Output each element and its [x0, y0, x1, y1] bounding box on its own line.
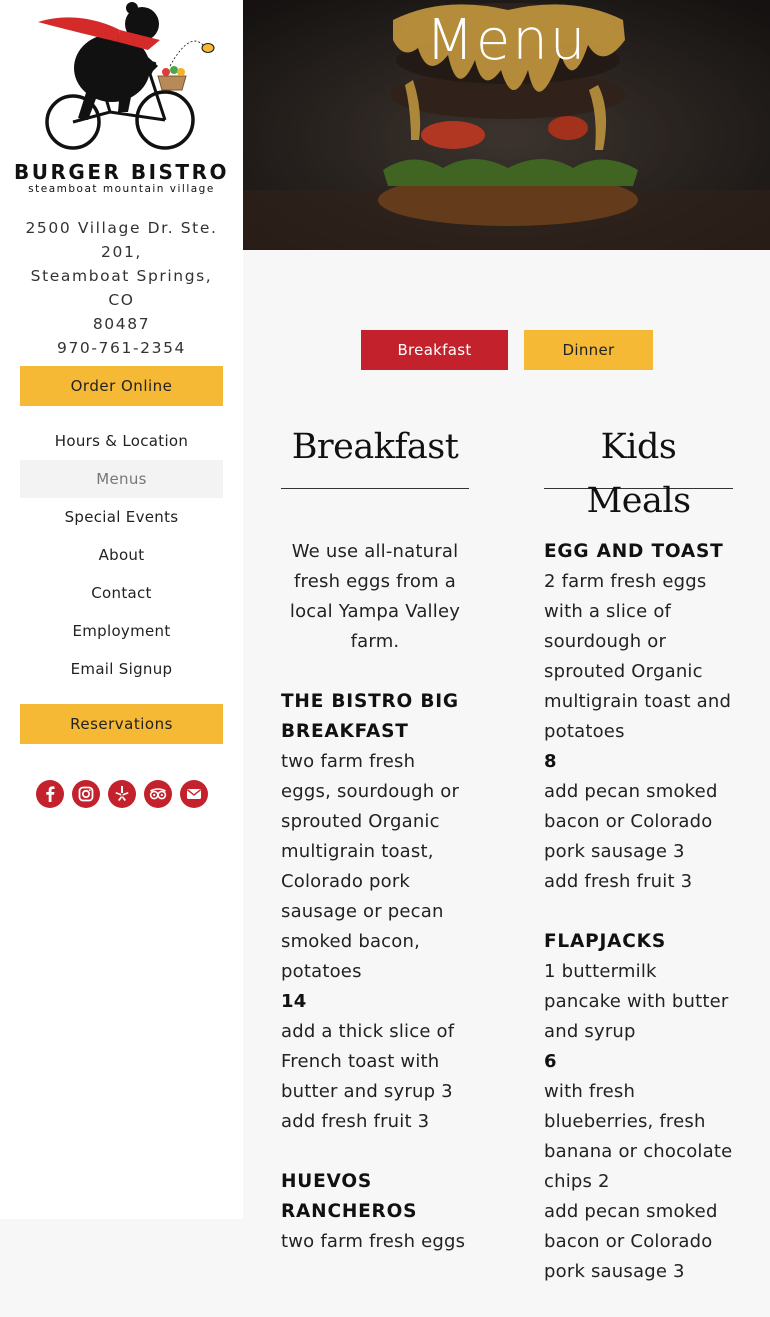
address-line: Steamboat Springs, CO: [30, 267, 213, 309]
menu-item-description: 1 buttermilk pancake with butter and syrup: [544, 961, 729, 1042]
brand-name: BURGER BISTRO: [14, 160, 229, 184]
menu-item-addon: with fresh blueberries, fresh banana or chocolate chips 2: [544, 1081, 733, 1192]
menu-item: [281, 1167, 469, 1257]
menu-item-description: 2 farm fresh eggs with a slice of sourdough or sprouted Organic multigrain toast and potatoes: [544, 571, 732, 742]
facebook-icon[interactable]: [36, 780, 64, 808]
section-title: Breakfast: [291, 427, 459, 467]
phone-number[interactable]: 970-761-2354: [56, 339, 186, 357]
address-line: 80487: [92, 315, 151, 333]
yelp-icon[interactable]: [108, 780, 136, 808]
nav-item-contact[interactable]: Contact: [91, 584, 152, 602]
instagram-icon[interactable]: [72, 780, 100, 808]
address-block: [20, 216, 223, 360]
nav-item-hours-location[interactable]: Hours & Location: [54, 432, 189, 450]
tab-breakfast[interactable]: Breakfast: [361, 330, 508, 370]
menu-item-name: HUEVOS RANCHEROS: [281, 1171, 418, 1222]
tab-dinner[interactable]: Dinner: [524, 330, 653, 370]
menu-item-name: EGG AND TOAST: [544, 541, 724, 562]
breakfast-menu-section: [281, 420, 469, 1287]
menu-item-name: FLAPJACKS: [544, 931, 666, 952]
menu-item: [281, 687, 469, 1137]
menu-item-price: 14: [281, 991, 307, 1012]
address-line: 201,: [101, 243, 142, 261]
section-title: Kids Meals: [586, 427, 691, 521]
sidebar-nav: [20, 422, 223, 688]
menu-item-description: two farm fresh eggs: [281, 1231, 466, 1252]
page-title: Menu: [425, 8, 588, 73]
menu-item-addon: add fresh fruit 3: [281, 1111, 430, 1132]
sidebar: [0, 0, 243, 1219]
nav-item-special-events[interactable]: Special Events: [64, 508, 179, 526]
kids-menu-section: [544, 420, 733, 1317]
menu-item-addon: add pecan smoked bacon or Colorado pork sausage 3: [544, 781, 718, 862]
menu-item-price: 6: [544, 1051, 557, 1072]
reservations-button[interactable]: Reservations: [20, 704, 223, 744]
menu-item: [544, 927, 733, 1287]
menu-item-description: two farm fresh eggs, sourdough or sprouted Organic multigrain toast, Colorado pork sausage or pecan smoked bacon, potatoes: [281, 751, 460, 982]
brand-tagline: steamboat mountain village: [28, 183, 215, 195]
divider: [281, 488, 469, 489]
tripadvisor-icon[interactable]: [144, 780, 172, 808]
nav-item-email-signup[interactable]: Email Signup: [70, 660, 173, 678]
address-line: 2500 Village Dr. Ste.: [25, 219, 218, 237]
section-intro: We use all-natural fresh eggs from a local Yampa Valley farm.: [289, 541, 461, 652]
nav-item-about[interactable]: About: [98, 546, 145, 564]
menu-item-addon: add pecan smoked bacon or Colorado pork sausage 3: [544, 1201, 718, 1282]
social-links: [36, 780, 216, 810]
hero-banner: [243, 0, 770, 250]
nav-item-menus[interactable]: Menus: [20, 460, 223, 498]
email-icon[interactable]: [180, 780, 208, 808]
menu-item-addon: add fresh fruit 3: [544, 871, 693, 892]
menu-item-price: 8: [544, 751, 557, 772]
nav-item-employment[interactable]: Employment: [72, 622, 171, 640]
order-online-button[interactable]: Order Online: [20, 366, 223, 406]
menu-item: [544, 537, 733, 897]
menu-item-addon: add a thick slice of French toast with butter and syrup 3: [281, 1021, 455, 1102]
menu-item-name: THE BISTRO BIG BREAKFAST: [281, 691, 459, 742]
